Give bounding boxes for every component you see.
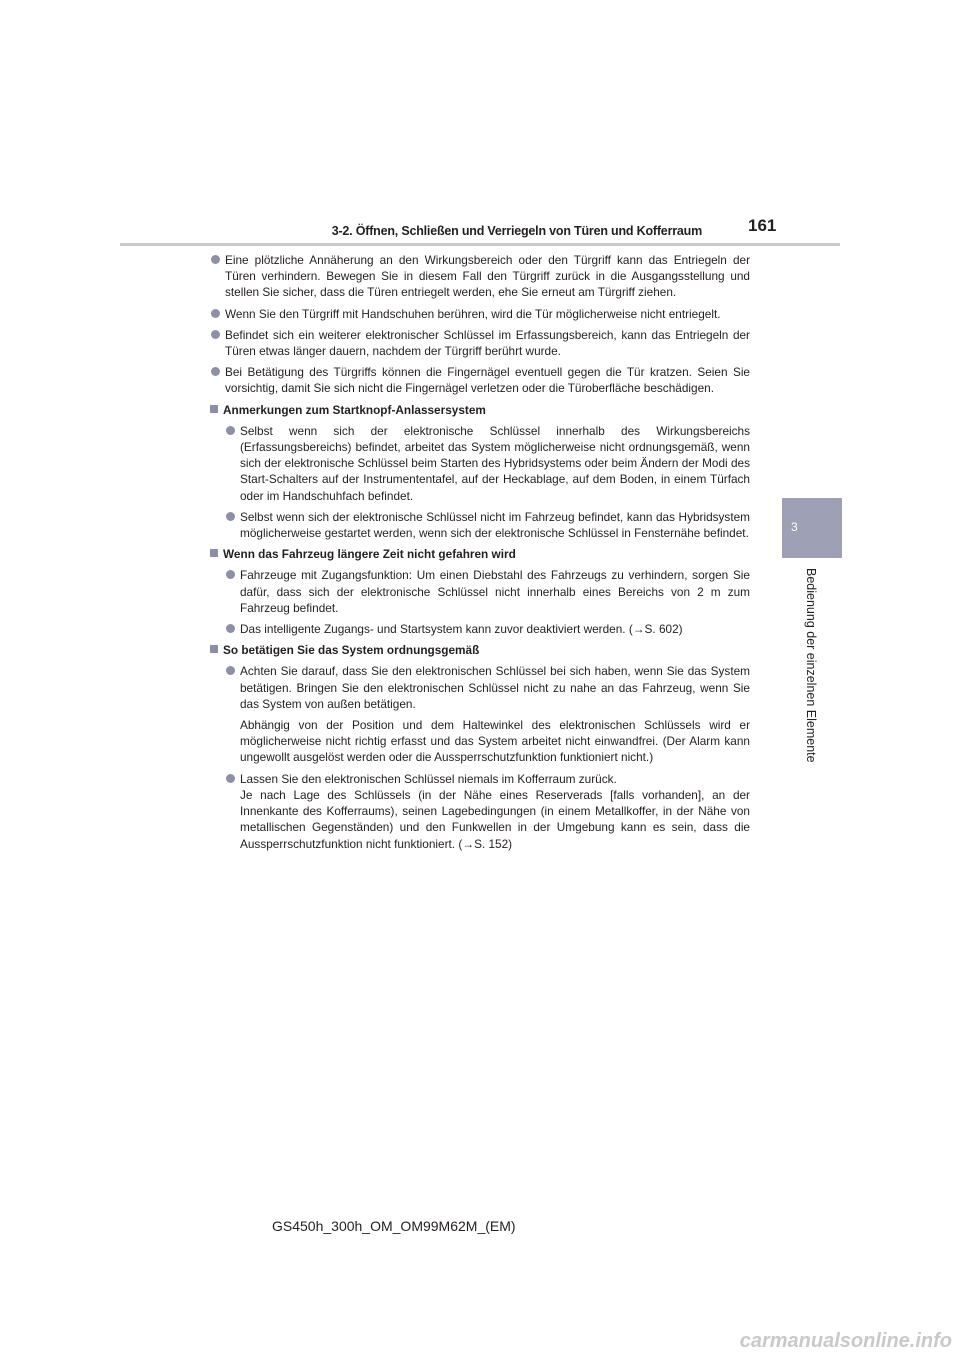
list-item-text: Achten Sie darauf, dass Sie den elektronischen Schlüssel bei sich haben, wenn Sie das System betätigen. Bringen Sie den elektronischen Schlüssel nicht zu nahe an das Fahrzeug, wenn Sie das System von außen betätigen. xyxy=(240,664,750,711)
document-code: GS450h_300h_OM_OM99M62M_(EM) xyxy=(272,1218,516,1234)
square-bullet-icon xyxy=(210,549,218,557)
list-item-text: Das intelligente Zugangs- und Startsystem kann zuvor deaktiviert werden. (→S. 602) xyxy=(240,622,683,637)
page-number: 161 xyxy=(748,216,777,235)
list-item-text: Selbst wenn sich der elektronische Schlüssel innerhalb des Wirkungsbereichs (Erfassungsbereichs) befindet, arbeitet das System möglicherweise nicht ordnungsgemäß, wenn sich der elektronische Schlüssel beim Starten des Hybridsystems oder beim Ändern der Modi des Start-Schalters auf der Instrumententafel, auf der Heckablage, auf dem Boden, in einem Türfach oder im Handschuhfach befindet. xyxy=(240,423,750,503)
list-item-text-continued: Je nach Lage des Schlüssels (in der Nähe eines Reserverads [falls vorhanden], an der Innenkante des Kofferraums), seinen Lagebedingungen (in einem Metallkoffer, in der Nähe von metallischen Gegenständen) und den Funkwellen in der Umgebung kann es sein, dass die Aussperrschutzfunktion nicht funktioniert. (→S. 152) xyxy=(240,787,750,851)
list-item xyxy=(210,364,750,396)
list-item-text: Eine plötzliche Annäherung an den Wirkungsbereich oder den Türgriff kann das Entriegeln der Türen verhindern. Bewegen Sie in diesem Fall den Türgriff zurück in die Ausgangsstellung und stellen Sie sicher, dass die Türen entriegelt werden, ehe Sie erneut am Türgriff ziehen. xyxy=(225,253,750,300)
list-item xyxy=(225,567,750,616)
section-heading xyxy=(210,642,750,658)
list-item-text: Wenn Sie den Türgriff mit Handschuhen berühren, wird die Tür möglicherweise nicht entriegelt. xyxy=(225,306,721,321)
bullet-icon xyxy=(211,255,220,264)
list-item-text: Befindet sich ein weiterer elektronischer Schlüssel im Erfassungsbereich, kann das Entriegeln der Türen etwas länger dauern, nachdem der Türgriff berührt wurde. xyxy=(225,327,750,359)
watermark: carmanualsonline.info xyxy=(739,1330,952,1352)
bullet-icon xyxy=(211,367,220,376)
list-item xyxy=(225,423,750,504)
chapter-title: 3-2. Öffnen, Schließen und Verriegeln von Türen und Kofferraum xyxy=(331,224,702,238)
list-item-text: Fahrzeuge mit Zugangsfunktion: Um einen Diebstahl des Fahrzeugs zu verhindern, sorgen Sie dafür, dass sich der elektronische Schlüssel nicht innerhalb eines Bereichs von 2 m zum Fahrzeug befindet. xyxy=(240,568,750,615)
section-heading-text: Anmerkungen zum Startknopf-Anlassersystem xyxy=(223,402,486,417)
list-item xyxy=(210,252,750,301)
list-item xyxy=(225,771,750,852)
bullet-icon xyxy=(211,330,220,339)
list-item xyxy=(225,509,750,541)
chapter-side-label: Bedienung der einzelnen Elemente xyxy=(804,568,818,763)
chapter-tab-number: 3 xyxy=(791,520,798,534)
list-item-text: Lassen Sie den elektronischen Schlüssel niemals im Kofferraum zurück. xyxy=(240,771,617,786)
body-paragraph: Abhängig von der Position und dem Haltewinkel des elektronischen Schlüssels wird er möglicherweise nicht richtig erfasst und das System arbeitet nicht einwandfrei. (Der Alarm kann ungewollt ausgelöst werden oder die Aussperrschutzfunktion funktioniert nicht.) xyxy=(240,718,750,765)
list-item xyxy=(210,327,750,359)
section-heading xyxy=(210,402,750,418)
square-bullet-icon xyxy=(210,405,218,413)
bullet-icon xyxy=(226,570,235,579)
page-content xyxy=(210,252,750,857)
square-bullet-icon xyxy=(210,645,218,653)
bullet-icon xyxy=(226,426,235,435)
list-item xyxy=(225,663,750,712)
bullet-icon xyxy=(226,512,235,521)
list-item xyxy=(210,306,750,322)
list-item xyxy=(225,621,750,637)
header-rule xyxy=(120,243,840,246)
list-item-text: Bei Betätigung des Türgriffs können die Fingernägel eventuell gegen die Tür kratzen. Seien Sie vorsichtig, damit Sie sich nicht die Fingernägel verletzen oder die Türoberfläche beschädigen. xyxy=(225,365,750,396)
section-heading-text: Wenn das Fahrzeug längere Zeit nicht gefahren wird xyxy=(223,547,516,562)
list-item-text: Selbst wenn sich der elektronische Schlüssel nicht im Fahrzeug befindet, kann das Hybridsystem möglicherweise gestartet werden, wenn sich der elektronische Schlüssel in Fensternähe befindet. xyxy=(240,509,750,541)
bullet-icon xyxy=(226,774,235,783)
bullet-icon xyxy=(226,624,235,633)
bullet-icon xyxy=(211,309,220,318)
bullet-icon xyxy=(226,666,235,675)
section-heading-text: So betätigen Sie das System ordnungsgemäß xyxy=(223,643,480,658)
section-heading xyxy=(210,546,750,562)
